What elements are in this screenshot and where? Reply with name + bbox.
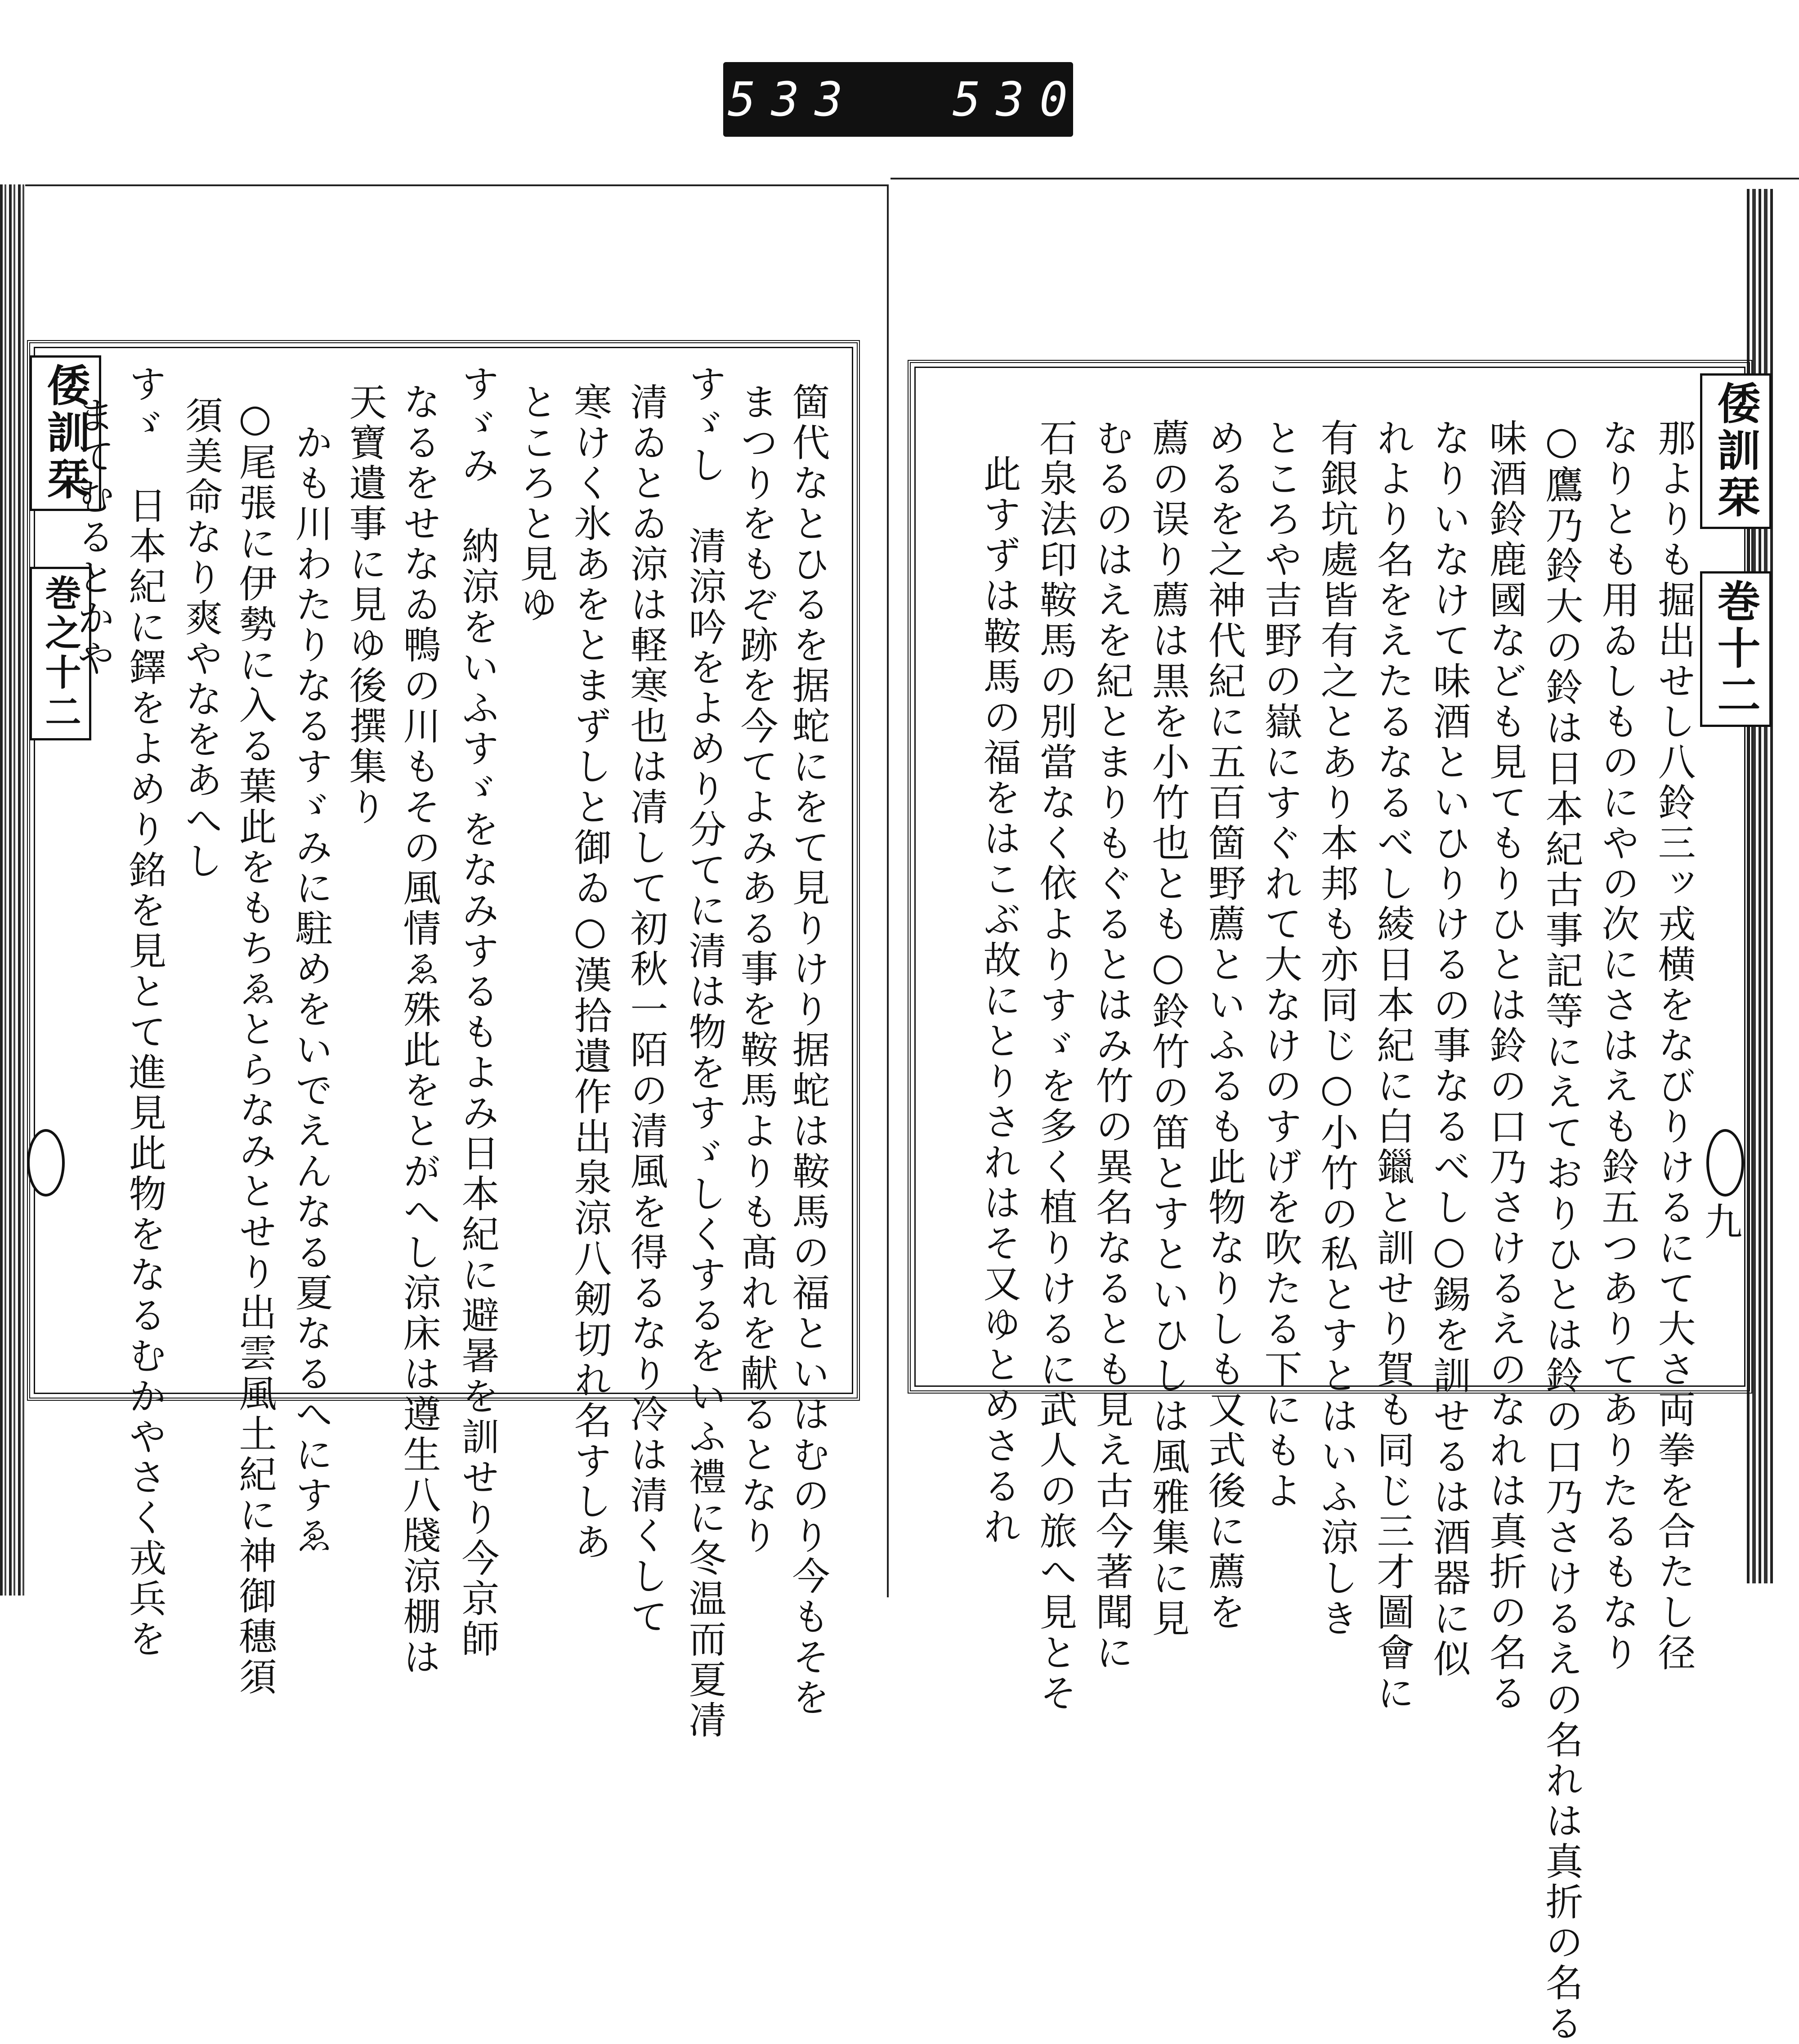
left-book-edge: [0, 184, 25, 1596]
text-column: めるを之神代紀に五百箇野薦といふるも此物なりしも又式後に薦を: [1202, 418, 1246, 1633]
page-number: 九: [1705, 1200, 1743, 1244]
text-column: 箇代なとひるを据蛇にをて見りけり据蛇は鞍馬の福といはむのり今もそを: [786, 382, 830, 1718]
catalog-number-stamp: [723, 62, 1127, 137]
text-column: 寒けく氷あをとまずしと御ゐ○漢拾遺作出泉涼八剱切れ名すしあ: [568, 382, 612, 1563]
text-column: かも川わたりなるすゞみに駐めをいでえんなる夏なるへにすゑ: [289, 423, 333, 1556]
binding-hole-icon: [1706, 1129, 1744, 1197]
left-page-header: 倭訓栞: [30, 355, 101, 511]
text-column: 此すずは鞍馬の福をはこぶ故にとりされはそ又ゆとめさるれ: [977, 454, 1021, 1547]
text-column: むるのはえを紀とまりもぐるとはみ竹の異名なるとも見え古今著聞に: [1090, 418, 1134, 1673]
text-column: 石泉法印鞍馬の別當なく依よりすゞを多く植りけるに武人の旅へ見とそ: [1034, 418, 1078, 1714]
text-column: まつりをもぞ跡を今てよみある事を鞍馬よりも髙れを献るとなり: [734, 382, 779, 1556]
stamp-right-number: 530.: [953, 72, 1127, 127]
right-page-volume: 巻十二: [1700, 571, 1772, 727]
text-column: れより名をえたるなるべし綾日本紀に白鑞と訓せり賀も同じ三才圖會に: [1371, 418, 1415, 1714]
text-column: すゞみ 納涼をいふすゞをなみするもよみ日本紀に避暑を訓せり今京師: [456, 364, 500, 1660]
text-column: ところや吉野の嶽にすぐれて大なけのすげを吹たる下にもよ: [1258, 418, 1302, 1511]
left-page-volume: 巻之十二: [30, 567, 91, 740]
text-column: ○鷹乃鈴大の鈴は日本紀古事記等にえておりひとは鈴の口乃さけるえの名れは真折の名る: [1539, 418, 1584, 2044]
text-column: すゞし 清涼吟をよめり分てに清は物をすゞしくするをいふ禮に冬温而夏凊: [683, 364, 727, 1741]
text-column: 味酒鈴鹿國なども見てもりひとは鈴の口乃さけるえのなれは真折の名る: [1483, 418, 1527, 1714]
text-column: なるをせなゐ鴨の川もその風情ゑ殊此をとがへし涼床は遵生八牋涼棚は: [397, 382, 441, 1678]
text-column: 薦の误り薦は黒を小竹也とも○鈴竹の笛とすといひしは風雅集に見: [1146, 418, 1190, 1639]
binding-hole-icon: [27, 1129, 65, 1197]
stamp-left-number: 533: [728, 72, 858, 127]
text-column: すゞ 日本紀に鐸をよめり銘を見とて進見此物をなるむかやさく戎兵を: [123, 364, 167, 1660]
text-column: ○尾張に伊勢に入る葉此をもちゑとらなみとせり出雲風土紀に神御穗須: [233, 396, 277, 1698]
text-column: 那よりも掘出せし八鈴三ッ戎横をなびりけるにて大さ両拳を合たし径: [1652, 418, 1696, 1673]
text-column: ところと見ゆ: [514, 382, 558, 625]
text-column: まてむるとかや: [71, 396, 115, 679]
text-column: なりとも用ゐしものにやの次にさはえも鈴五つありてありたるもなり: [1596, 418, 1640, 1673]
text-column: 有銀坑處皆有之とあり本邦も亦同じ○小竹の私とすとはいふ涼しき: [1315, 418, 1359, 1639]
text-column: なりいなけて味酒といひりけるの事なるべし○錫を訓せるは酒器に似: [1427, 418, 1471, 1680]
text-column: 清ゐとゐ涼は軽寒也は凊して初秋一陌の清風を得るなり冷は清くして: [624, 382, 668, 1637]
right-page-header: 倭訓栞: [1700, 373, 1772, 529]
text-column: 天寶遺事に見ゆ後撰集り: [343, 382, 387, 828]
text-column: 須美命なり爽やなをあへし: [179, 396, 223, 882]
